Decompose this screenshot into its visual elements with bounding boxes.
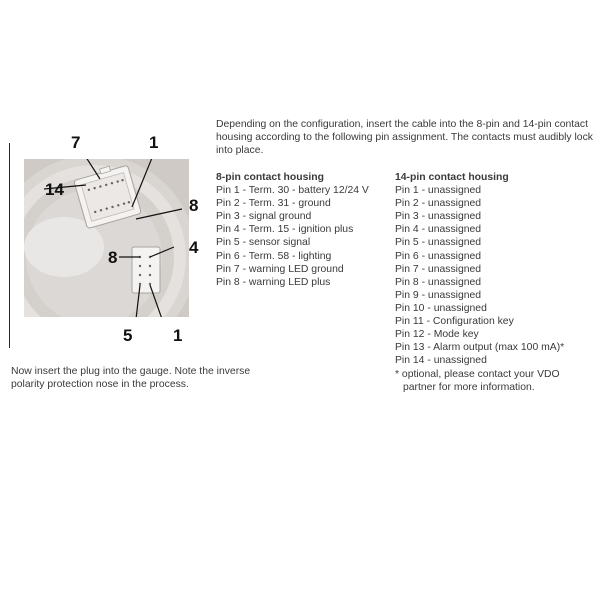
footnote-line-2: partner for more information. [403,382,535,393]
figure-label-4: 4 [189,238,199,257]
eight-pin-row: Pin 7 - warning LED ground [216,263,344,275]
fourteen-pin-row: Pin 12 - Mode key [395,329,479,341]
eight-pin-housing [132,247,160,293]
fourteen-pin-row: Pin 11 - Configuration key [395,316,514,328]
eight-pin-row: Pin 8 - warning LED plus [216,276,331,288]
fourteen-pin-row: Pin 7 - unassigned [395,263,482,275]
figure-label-7: 7 [71,133,81,152]
left-margin-rule [9,143,10,348]
fourteen-pin-row: Pin 5 - unassigned [395,237,482,249]
eight-pin-row: Pin 3 - signal ground [216,211,312,223]
footnote [395,368,560,394]
footnote-line-1: * optional, please contact your VDO [395,369,560,380]
eight-pin-heading: 8-pin contact housing [216,172,324,183]
fourteen-pin-row: Pin 3 - unassigned [395,211,482,223]
figure-label-5: 5 [123,326,133,345]
eight-pin-row: Pin 2 - Term. 31 - ground [216,198,331,210]
fourteen-pin-section [395,171,564,367]
figure-label-8-right: 8 [189,196,199,215]
figure-caption: Now insert the plug into the gauge. Note the inverse polarity protection nose in the process. [11,366,251,390]
fourteen-pin-row: Pin 2 - unassigned [395,198,482,210]
fourteen-pin-row: Pin 10 - unassigned [395,302,487,314]
fourteen-pin-row: Pin 6 - unassigned [395,250,482,262]
eight-pin-row: Pin 4 - Term. 15 - ignition plus [216,224,354,236]
figure-label-1-top: 1 [149,133,159,152]
fourteen-pin-row: Pin 8 - unassigned [395,276,482,288]
fourteen-pin-row: Pin 14 - unassigned [395,355,487,367]
figure-label-1-bottom: 1 [173,326,183,345]
fourteen-pin-row: Pin 1 - unassigned [395,185,482,197]
eight-pin-row: Pin 5 - sensor signal [216,237,311,249]
eight-pin-section [216,171,369,289]
fourteen-pin-row: Pin 4 - unassigned [395,224,482,236]
figure-label-8-left: 8 [108,248,118,267]
fourteen-pin-heading: 14-pin contact housing [395,172,509,183]
intro-paragraph: Depending on the configuration, insert the cable into the 8-pin and 14-pin contact housing according to the following pin assignment. The contacts must audibly lock into place. [216,119,593,156]
fourteen-pin-row: Pin 9 - unassigned [395,289,482,301]
eight-pin-row: Pin 1 - Term. 30 - battery 12/24 V [216,185,369,197]
figure-label-14: 14 [45,180,64,199]
fourteen-pin-row: Pin 13 - Alarm output (max 100 mA)* [395,342,565,354]
eight-pin-row: Pin 6 - Term. 58 - lighting [216,250,332,262]
